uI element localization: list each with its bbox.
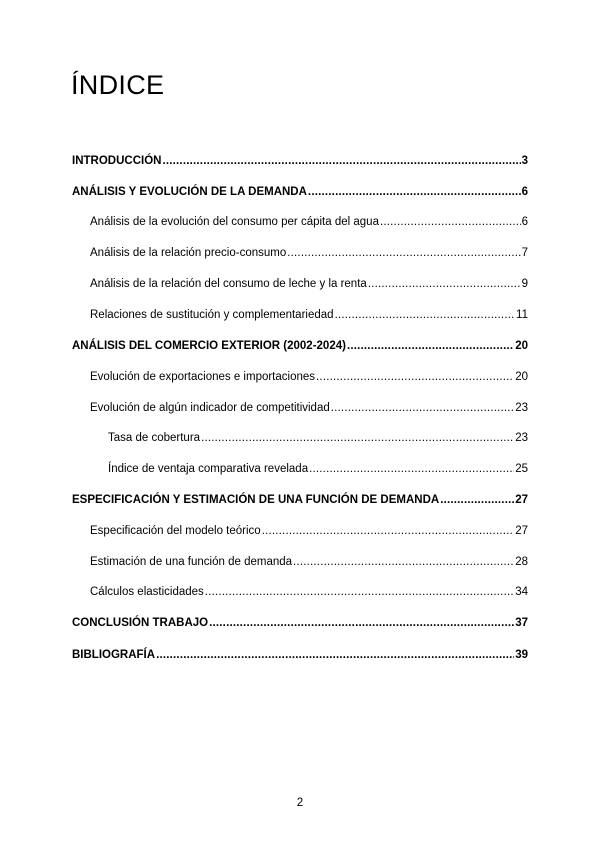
toc-entry-page: 23: [515, 402, 528, 414]
toc-dot-leader: [309, 462, 514, 476]
toc-entry-page: 20: [515, 371, 528, 383]
toc-entry-title: Tasa de cobertura: [108, 432, 201, 444]
toc-dot-leader: [205, 585, 514, 599]
toc-dot-leader: [316, 370, 514, 384]
toc-entry-page: 34: [515, 586, 528, 598]
toc-entry-page: 37: [515, 617, 528, 629]
toc-entry-title: Especificación del modelo teórico: [90, 525, 261, 537]
toc-entry-leche-renta[interactable]: [90, 277, 528, 291]
toc-entry-page: 25: [515, 463, 528, 475]
toc-dot-leader: [347, 339, 514, 353]
toc-entry-page: 7: [521, 247, 528, 259]
toc-entry-title: ESPECIFICACIÓN Y ESTIMACIÓN DE UNA FUNCIÓN DE DEMANDA: [72, 494, 440, 506]
toc-entry-consumo-per-capita[interactable]: [90, 215, 528, 229]
toc-entry-sustitucion[interactable]: [90, 308, 528, 322]
toc-entry-title: Cálculos elasticidades: [90, 586, 204, 598]
toc-entry-precio-consumo[interactable]: [90, 246, 528, 260]
toc-entry-exportaciones[interactable]: [90, 370, 528, 384]
toc-dot-leader: [380, 215, 521, 229]
toc-entry-title: ANÁLISIS Y EVOLUCIÓN DE LA DEMANDA: [72, 186, 307, 198]
toc-entry-page: 11: [516, 309, 528, 321]
toc-entry-funcion-demanda[interactable]: [72, 493, 528, 507]
toc-entry-title: INTRODUCCIÓN: [72, 155, 162, 167]
toc-entry-page: 23: [515, 432, 528, 444]
page-number: 2: [296, 797, 304, 809]
toc-entry-title: BIBLIOGRAFÍA: [72, 649, 156, 661]
toc-dot-leader: [440, 493, 514, 507]
page-title: ÍNDICE: [71, 70, 165, 100]
toc-entry-title: Relaciones de sustitución y complementariedad: [90, 309, 334, 321]
toc-entry-page: 20: [515, 340, 528, 352]
toc-entry-elasticidades[interactable]: [90, 585, 528, 599]
toc-entry-page: 9: [521, 278, 528, 290]
toc-entry-competitividad[interactable]: [90, 401, 528, 415]
toc-entry-page: 3: [521, 155, 528, 167]
toc-entry-title: Análisis de la relación del consumo de leche y la renta: [90, 278, 367, 290]
toc-dot-leader: [331, 401, 514, 415]
toc-dot-leader: [201, 431, 514, 445]
toc-dot-leader: [335, 308, 515, 322]
toc-entry-title: Análisis de la evolución del consumo per cápita del agua: [90, 216, 379, 228]
toc-entry-title: Índice de ventaja comparativa revelada: [108, 463, 309, 475]
toc-dot-leader: [209, 616, 514, 630]
toc-entry-page: 28: [515, 556, 528, 568]
toc-entry-estimacion[interactable]: [90, 555, 528, 569]
toc-dot-leader: [368, 277, 521, 291]
toc-entry-title: Estimación de una función de demanda: [90, 556, 293, 568]
toc-entry-tasa-cobertura[interactable]: [108, 431, 528, 445]
toc-dot-leader: [262, 524, 515, 538]
toc-entry-title: Evolución de algún indicador de competitividad: [90, 402, 330, 414]
toc-dot-leader: [308, 185, 521, 199]
toc-entry-introduccion[interactable]: [72, 154, 528, 168]
toc-entry-page: 39: [515, 649, 528, 661]
toc-entry-title: Análisis de la relación precio-consumo: [90, 247, 287, 259]
toc-entry-bibliografia[interactable]: [72, 648, 528, 662]
toc-dot-leader: [293, 555, 514, 569]
toc-entry-page: 27: [515, 494, 528, 506]
toc-entry-page: 6: [521, 216, 528, 228]
toc-entry-page: 27: [515, 525, 528, 537]
toc-entry-analisis-demanda[interactable]: [72, 185, 528, 199]
toc-dot-leader: [162, 154, 520, 168]
toc-entry-comercio-exterior[interactable]: [72, 339, 528, 353]
toc-entry-title: CONCLUSIÓN TRABAJO: [72, 617, 209, 629]
toc-entry-ventaja-comparativa[interactable]: [108, 462, 528, 476]
toc-entry-modelo-teorico[interactable]: [90, 524, 528, 538]
toc-entry-conclusion[interactable]: [72, 616, 528, 630]
toc-dot-leader: [287, 246, 520, 260]
toc-entry-title: ANÁLISIS DEL COMERCIO EXTERIOR (2002-2024): [72, 340, 346, 352]
toc-dot-leader: [156, 648, 514, 662]
toc-entry-page: 6: [521, 186, 528, 198]
toc-entry-title: Evolución de exportaciones e importaciones: [90, 371, 316, 383]
